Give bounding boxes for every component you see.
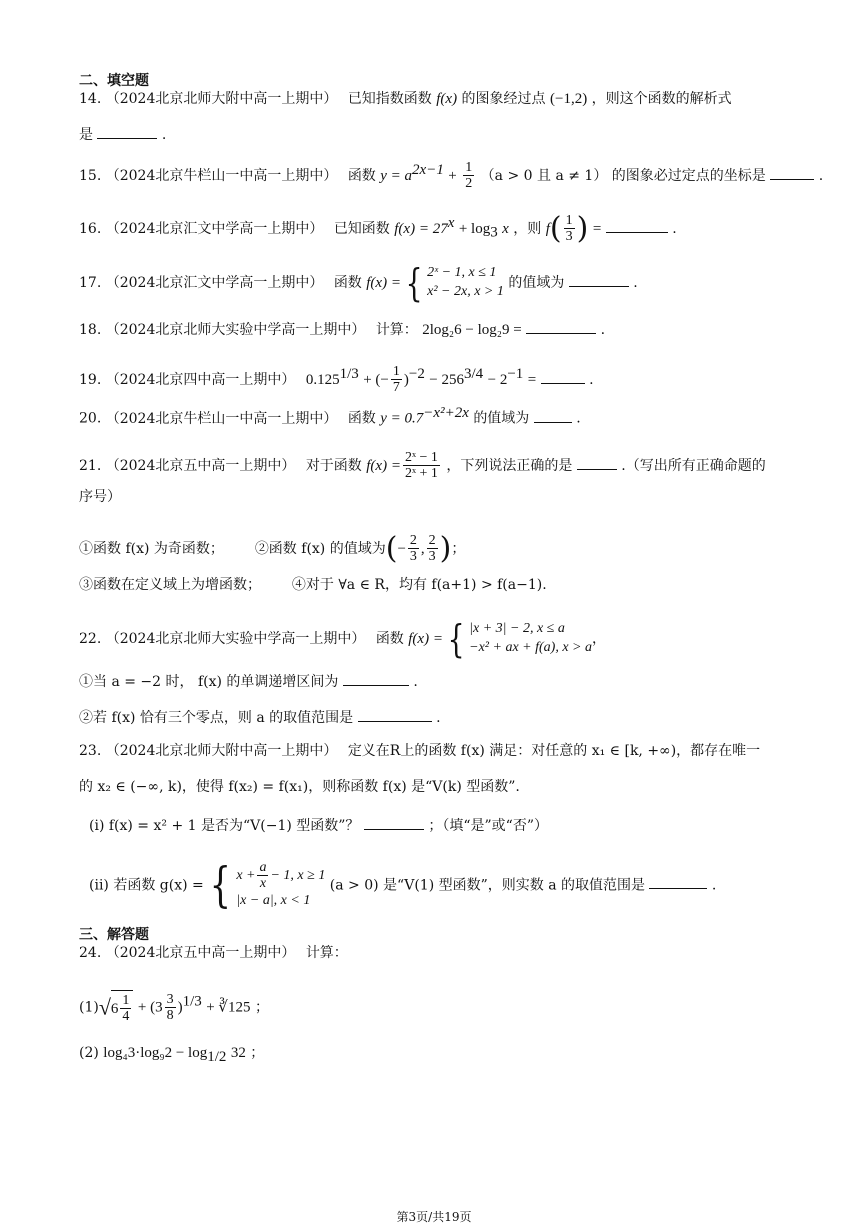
question-21 xyxy=(79,450,766,482)
question-text: 的图象必过定点的坐标是 xyxy=(611,167,766,184)
question-18 xyxy=(79,320,605,338)
question-17 xyxy=(79,261,638,305)
question-14 xyxy=(79,92,732,107)
subquestion-text: ①当 a = −2 时， xyxy=(79,674,194,690)
question-text: ， xyxy=(591,631,606,647)
math-expression: f(x) = xyxy=(366,457,401,474)
answer-blank xyxy=(358,708,432,722)
question-source: （2024北京北师大附中高一上期中） xyxy=(105,743,338,759)
page-footer: 第3页/共19页 xyxy=(396,1210,472,1224)
question-21-cont xyxy=(79,490,121,504)
question-text: 定义在R上的函数 f(x) 满足：对任意的 x₁ ∈ [k, +∞)，都存在唯一 xyxy=(347,743,761,759)
math-expression: − 2 xyxy=(487,371,508,388)
question-text: . xyxy=(672,220,677,237)
math-operator: , xyxy=(420,540,425,557)
math-expression: y = a xyxy=(380,167,413,184)
question-number: 22. xyxy=(79,631,102,647)
math-expression: ) xyxy=(177,999,183,1016)
subquestion-text: 若函数 g(x) = xyxy=(113,877,204,894)
option-3: ③函数在定义域上为增函数； xyxy=(79,577,261,593)
math-exponent: −x²+2x xyxy=(423,405,469,421)
question-text: 序号） xyxy=(79,489,121,505)
case-text: x + xyxy=(236,868,256,884)
math-expression: f(x) = xyxy=(366,275,401,291)
question-number: 19. xyxy=(79,371,102,388)
answer-blank xyxy=(541,370,585,384)
answer-blank xyxy=(97,125,157,139)
answer-blank xyxy=(569,273,629,287)
fraction-numerator: 2ˣ − 1 xyxy=(404,450,438,465)
math-operator: − xyxy=(397,540,406,557)
question-source: （2024北京汇文中学高一上期中） xyxy=(105,220,324,237)
case-line xyxy=(236,860,325,892)
subquestion-text: f(x) = x² + 1 是否为“V(−1) 型函数”？ xyxy=(108,818,360,834)
question-text: . xyxy=(576,410,581,427)
subquestion-label: (2) xyxy=(79,1045,99,1061)
math-subscript: 1/2 xyxy=(207,1048,227,1065)
question-number: 16. xyxy=(79,220,102,237)
piecewise-cases xyxy=(427,264,504,302)
math-fraction xyxy=(403,450,440,482)
fraction-denominator: 8 xyxy=(166,1007,174,1023)
math-expression: f(x) = 27 xyxy=(394,220,448,237)
question-text: ； xyxy=(451,540,466,557)
question-text: 是 xyxy=(79,127,93,143)
math-fraction xyxy=(564,213,575,245)
answer-blank xyxy=(649,875,707,889)
option-4: ④对于 ∀a ∈ R，均有 f(a+1) > f(a−1). xyxy=(291,577,547,593)
answer-blank xyxy=(606,219,668,233)
question-text: 对于函数 xyxy=(305,457,362,474)
question-24-part2 xyxy=(79,1046,264,1065)
case-text: − 1, x ≥ 1 xyxy=(270,868,326,884)
question-19 xyxy=(79,364,594,396)
question-text: 函数 xyxy=(347,410,376,427)
math-fraction xyxy=(463,160,474,192)
question-21-options-b xyxy=(79,578,547,592)
fraction-numerator: 1 xyxy=(122,993,130,1008)
math-operator: + xyxy=(448,167,457,184)
math-expression: f(x) xyxy=(436,91,458,107)
question-text: ，则这个函数的解析式 xyxy=(591,91,732,107)
math-expression: − 256 xyxy=(429,371,464,388)
question-number: 21. xyxy=(79,457,102,474)
question-text: 的图象经过点 xyxy=(461,91,546,107)
question-21-options-a xyxy=(79,530,466,566)
question-22 xyxy=(79,617,606,661)
subquestion-label: (ii) xyxy=(89,877,109,894)
question-20 xyxy=(79,406,581,427)
question-text: . xyxy=(633,275,638,291)
fraction-numerator: a xyxy=(259,860,267,875)
math-fraction xyxy=(165,992,176,1024)
fraction-denominator: 2 xyxy=(465,176,473,192)
question-text: 的值域为 xyxy=(508,275,565,291)
subquestion-text: f(x) 的单调递增区间为 xyxy=(197,674,339,690)
fraction-numerator: 1 xyxy=(565,213,573,228)
sqrt-radicand xyxy=(111,990,134,1025)
math-operator: = xyxy=(592,220,602,237)
question-22-sub2 xyxy=(79,708,441,725)
question-text: 已知函数 xyxy=(333,220,390,237)
fraction-denominator: 4 xyxy=(122,1009,130,1025)
math-exponent: 1/3 xyxy=(182,993,202,1010)
subquestion-label: (1) xyxy=(79,999,99,1016)
math-expression: + (3 xyxy=(137,999,163,1016)
question-23-i xyxy=(89,816,548,833)
brace-icon: { xyxy=(209,857,231,914)
math-exponent: 2x−1 xyxy=(412,162,444,179)
answer-blank xyxy=(364,816,424,830)
math-exponent: x xyxy=(447,215,455,232)
question-source: （2024北京汇文中学高一上期中） xyxy=(105,275,324,291)
question-text: 的值域为 xyxy=(473,410,530,427)
question-text: ； xyxy=(250,1045,265,1061)
question-text: . xyxy=(436,710,441,726)
math-expression: (−1,2) xyxy=(550,91,588,107)
question-15 xyxy=(79,160,823,192)
math-expression: 2log₂6 − log₂9 = xyxy=(422,322,522,338)
fraction-numerator: 1 xyxy=(465,160,473,175)
math-expression: 0.125 xyxy=(305,371,340,388)
question-text: 的 x₂ ∈ (−∞, k)，使得 f(x₂) = f(x₁)，则称函数 f(x) 是“V(k) 型函数”. xyxy=(79,779,520,795)
question-text: ，则 xyxy=(513,220,542,237)
piecewise-cases xyxy=(236,860,325,911)
question-23-cont xyxy=(79,780,520,794)
question-condition: （a > 0 且 a ≠ 1） xyxy=(480,167,608,184)
subquestion-hint: ；（填“是”或“否”） xyxy=(428,818,548,834)
paren-open: ( xyxy=(385,530,398,566)
question-text: ，下列说法正确的是 xyxy=(446,457,573,474)
question-source: （2024北京北师大附中高一上期中） xyxy=(105,91,338,107)
question-number: 15. xyxy=(79,167,102,184)
paren-open: ( xyxy=(549,210,562,246)
math-expression: + ∛125 xyxy=(206,999,251,1016)
question-number: 18. xyxy=(79,322,102,338)
question-14-cont xyxy=(79,125,166,142)
sqrt-icon: √ xyxy=(98,994,111,1020)
question-text: .（写出所有正确命题的 xyxy=(621,457,766,474)
fraction-denominator: 3 xyxy=(428,549,436,565)
subquestion-text: ②若 f(x) 恰有三个零点，则 a 的取值范围是 xyxy=(79,710,354,726)
fraction-denominator: 3 xyxy=(565,229,573,245)
math-fraction xyxy=(257,860,268,892)
answer-blank xyxy=(770,166,814,180)
fraction-denominator: 3 xyxy=(409,549,417,565)
brace-icon: { xyxy=(405,261,423,305)
question-source: （2024北京牛栏山一中高一上期中） xyxy=(105,410,338,427)
fraction-denominator: 2ˣ + 1 xyxy=(404,466,438,482)
question-16 xyxy=(79,210,677,246)
fraction-numerator: 2 xyxy=(409,533,417,548)
question-text: 函数 xyxy=(375,631,404,647)
case-line: |x + 3| − 2, x ≤ a xyxy=(469,621,565,637)
question-22-sub1 xyxy=(79,672,418,689)
fraction-numerator: 2 xyxy=(428,533,436,548)
option-1: ①函数 f(x) 为奇函数； xyxy=(79,540,224,557)
question-24 xyxy=(79,946,348,960)
question-number: 20. xyxy=(79,410,102,427)
subquestion-label: (i) xyxy=(89,818,105,834)
piecewise-cases xyxy=(469,620,592,658)
math-fraction xyxy=(120,993,131,1025)
question-24-part1 xyxy=(79,990,269,1025)
math-fraction xyxy=(427,533,438,565)
math-expression: 6 xyxy=(110,1000,119,1017)
case-line: 2ˣ − 1, x ≤ 1 xyxy=(427,265,497,281)
case-line: x² − 2x, x > 1 xyxy=(427,284,504,299)
math-expression: f xyxy=(545,220,550,237)
math-expression: log₄3·log₉2 − log xyxy=(103,1045,208,1061)
math-fraction xyxy=(391,364,402,396)
math-exponent: 3/4 xyxy=(464,366,484,383)
answer-blank xyxy=(534,409,572,423)
section-heading-answer: 三、解答题 xyxy=(79,927,149,943)
math-exponent: −2 xyxy=(408,366,425,383)
answer-blank xyxy=(343,672,409,686)
math-expression: f(x) = xyxy=(408,631,443,647)
question-number: 14. xyxy=(79,91,102,107)
answer-blank xyxy=(577,456,617,470)
math-expression: x xyxy=(502,220,509,237)
question-23-ii xyxy=(89,857,717,914)
brace-icon: { xyxy=(447,617,465,661)
question-source: （2024北京五中高一上期中） xyxy=(105,457,296,474)
case-line: |x − a|, x < 1 xyxy=(236,892,311,908)
question-number: 23. xyxy=(79,743,102,759)
math-exponent: −1 xyxy=(507,366,524,383)
math-subscript: 3 xyxy=(490,224,498,241)
math-fraction xyxy=(408,533,419,565)
math-operator: = xyxy=(527,371,537,388)
question-text: . xyxy=(711,877,717,894)
section-heading-fill-blank: 二、填空题 xyxy=(79,73,149,89)
question-text: . xyxy=(413,674,418,690)
answer-blank xyxy=(526,320,596,334)
question-text: . xyxy=(818,167,824,184)
math-expression: ) xyxy=(403,371,409,388)
question-23 xyxy=(79,744,760,758)
question-text: . xyxy=(161,127,167,143)
question-text: ； xyxy=(254,999,269,1016)
question-text: 函数 xyxy=(333,275,362,291)
question-text: 函数 xyxy=(347,167,376,184)
math-expression: y = 0.7 xyxy=(380,410,424,427)
math-expression: + (− xyxy=(363,371,389,388)
fraction-denominator: x xyxy=(259,876,267,892)
math-expression: 32 xyxy=(230,1045,246,1061)
question-text: 计算： xyxy=(305,945,348,961)
question-text: . xyxy=(589,371,594,388)
question-source: （2024北京五中高一上期中） xyxy=(105,945,296,961)
fraction-denominator: 7 xyxy=(392,380,400,396)
question-text: 计算： xyxy=(375,322,418,338)
question-text: 已知指数函数 xyxy=(347,91,432,107)
question-number: 24. xyxy=(79,945,102,961)
math-expression: + log xyxy=(458,220,491,237)
fraction-numerator: 1 xyxy=(392,364,400,379)
fraction-numerator: 3 xyxy=(166,991,174,1007)
question-text: . xyxy=(600,322,606,338)
question-source: （2024北京北师大实验中学高一上期中） xyxy=(105,322,366,338)
case-line: −x² + ax + f(a), x > a xyxy=(469,640,592,655)
question-source: （2024北京四中高一上期中） xyxy=(105,371,296,388)
question-number: 17. xyxy=(79,275,102,291)
option-2: ②函数 f(x) 的值域为 xyxy=(254,540,386,557)
math-exponent: 1/3 xyxy=(339,366,359,383)
subquestion-text: (a > 0) 是“V(1) 型函数”，则实数 a 的取值范围是 xyxy=(329,877,646,894)
paren-close: ) xyxy=(439,530,452,566)
question-source: （2024北京北师大实验中学高一上期中） xyxy=(105,631,366,647)
question-source: （2024北京牛栏山一中高一上期中） xyxy=(105,167,338,184)
paren-close: ) xyxy=(576,210,589,246)
